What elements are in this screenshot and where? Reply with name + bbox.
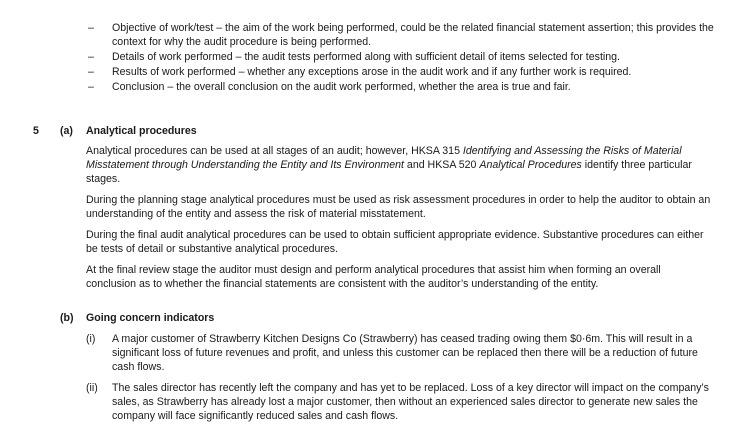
list-item — [88, 21, 718, 49]
item-number: (ii) — [86, 382, 98, 394]
intro-standard-title-1: Identifying and Assessing the Risks of Material Misstatement through Understanding the Entity and Its Environment — [86, 145, 682, 171]
part-b-title: Going concern indicators — [86, 312, 215, 324]
planning-paragraph: During the planning stage analytical procedures must be used as risk assessment procedures in order to help the auditor to obtain an understanding of the entity and assess the risk of material misstatement. — [86, 194, 711, 220]
item-text: The sales director has recently left the company and has yet to be replaced. Loss of a key director will impact on the company’s sales, as Strawberry has already lost a major customer, then without an experienced sales director to generate new sales the company will face significantly reduced sales and cash flows. — [112, 382, 709, 422]
bullet-text: Results of work performed – whether any exceptions arose in the audit work and if any further work is required. — [112, 66, 632, 78]
question-number: 5 — [33, 125, 39, 137]
list-item — [88, 50, 718, 64]
list-item — [88, 80, 718, 94]
bullet-dash: – — [88, 66, 94, 78]
bullet-dash: – — [88, 22, 94, 34]
bullet-list — [88, 21, 718, 95]
intro-paragraph — [86, 144, 712, 186]
intro-standard-title-2: Analytical Procedures — [479, 159, 582, 171]
item-text: A major customer of Strawberry Kitchen Designs Co (Strawberry) has ceased trading owing them $0·6m. This will result in a significant loss of future revenues and profit, and unless this customer can be replaced then there will be a reduction of future cash flows. — [112, 333, 698, 373]
bullet-text: Conclusion – the overall conclusion on the audit work performed, whether the area is true and fair. — [112, 81, 571, 93]
list-item — [86, 332, 712, 374]
final-review-paragraph: At the final review stage the auditor must design and perform analytical procedures that assist him when forming an overall conclusion as to whether the financial statements are consistent with the auditor’s understanding of the entity. — [86, 264, 661, 290]
intro-text-3: identify three particular stages. — [86, 159, 692, 185]
final-audit-paragraph: During the final audit analytical procedures can be used to obtain sufficient appropriate evidence. Substantive procedures can either be tests of detail or substantive analytical procedures. — [86, 229, 704, 255]
bullet-dash: – — [88, 51, 94, 63]
part-a-body — [86, 144, 712, 298]
list-item — [88, 65, 718, 79]
part-a-title: Analytical procedures — [86, 125, 197, 137]
item-number: (i) — [86, 333, 96, 345]
intro-text-2: and HKSA 520 — [403, 159, 480, 171]
bullet-dash: – — [88, 81, 94, 93]
bullet-text: Objective of work/test – the aim of the work being performed, could be the related financial statement assertion; this provides the context for why the audit procedure is being performed. — [112, 22, 714, 48]
part-a-label: (a) — [60, 125, 73, 137]
part-b-items — [86, 332, 712, 430]
intro-text-1: Analytical procedures can be used at all stages of an audit; however, HKSA 315 — [86, 145, 463, 157]
bullet-text: Details of work performed – the audit tests performed along with sufficient detail of items selected for testing. — [112, 51, 620, 63]
part-b-label: (b) — [60, 312, 74, 324]
list-item — [86, 381, 712, 423]
